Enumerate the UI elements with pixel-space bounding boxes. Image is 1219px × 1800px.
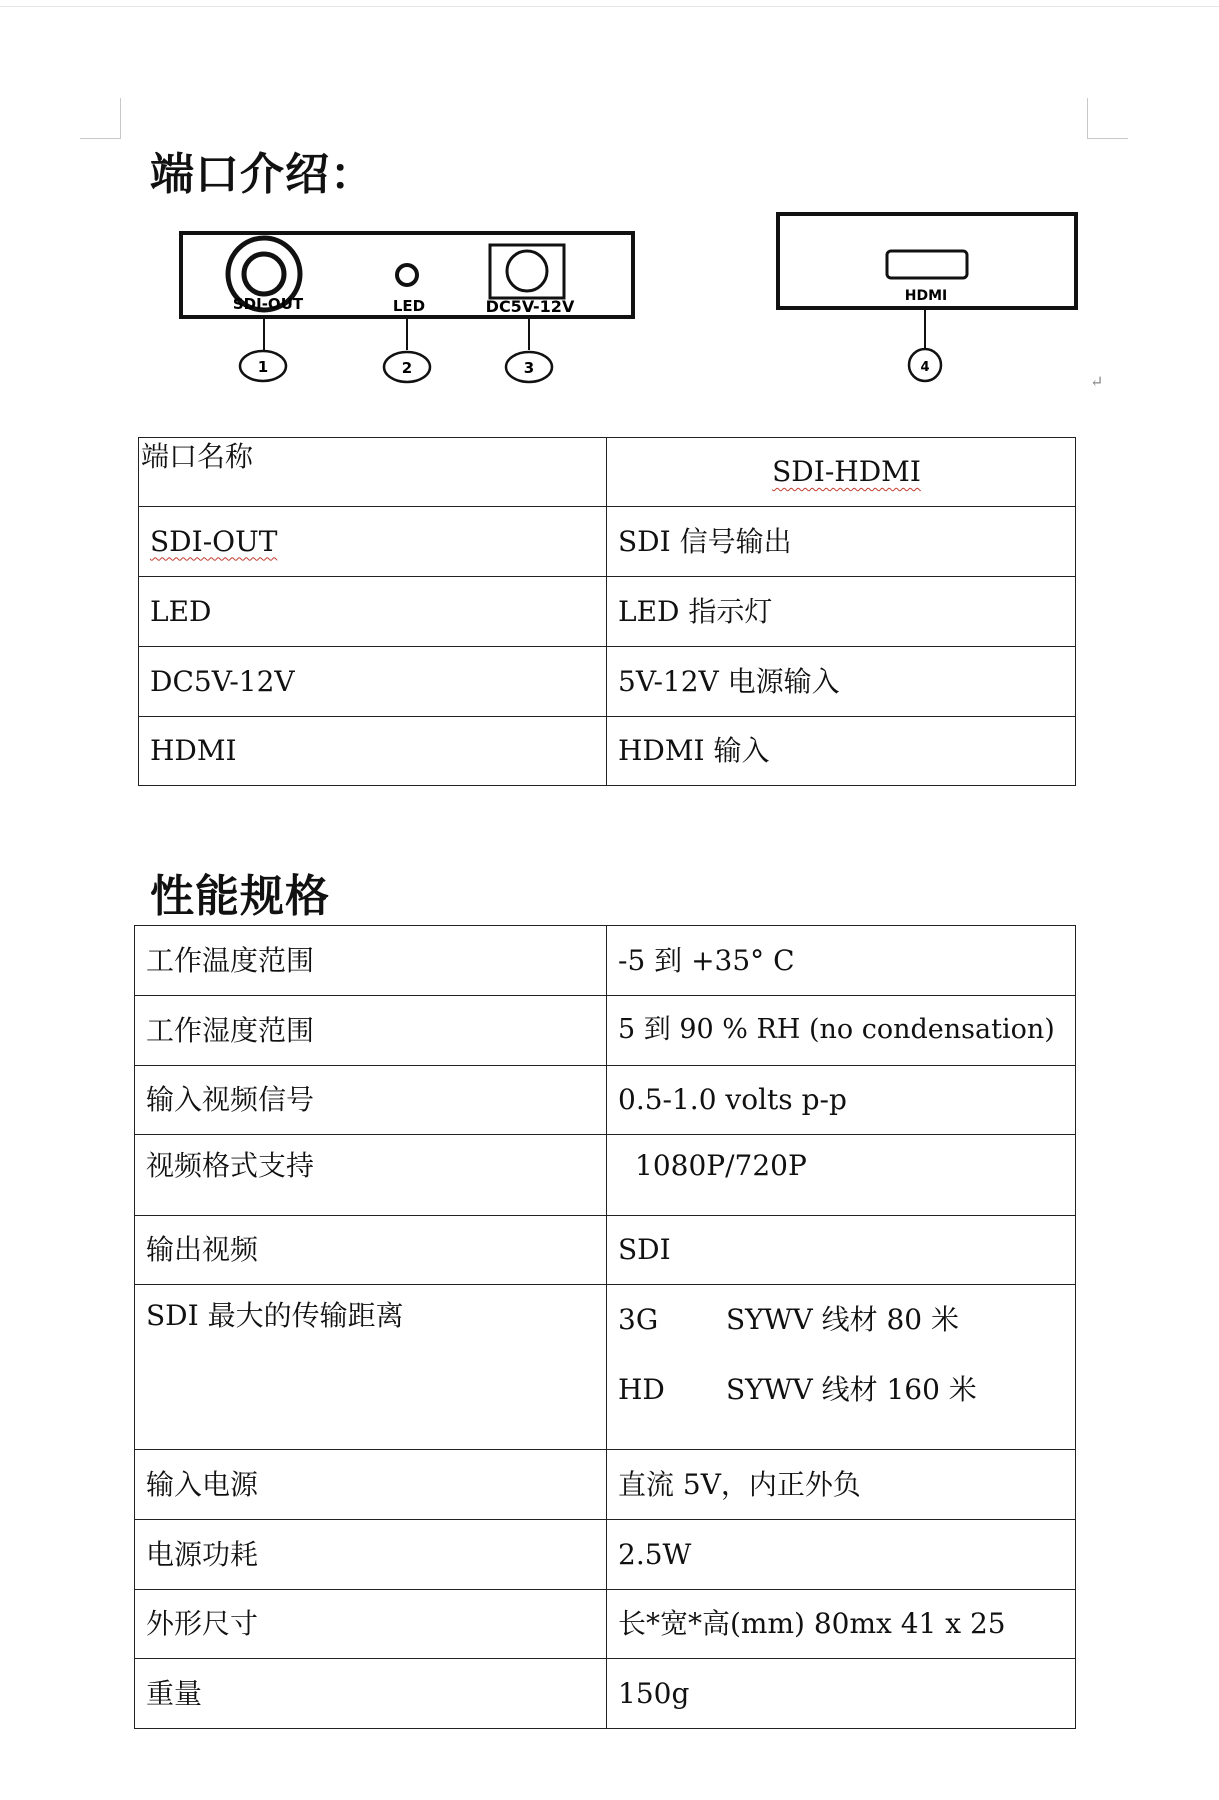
svg-text:4: 4 <box>920 360 930 375</box>
table-row <box>135 1135 1076 1216</box>
label-hdmi: HDMI <box>904 288 948 304</box>
page-top-edge <box>0 6 1219 7</box>
port-cell: HDMI <box>139 717 607 786</box>
dc-power-port-icon <box>490 245 564 298</box>
svg-text:3: 3 <box>523 359 535 377</box>
table-row <box>135 1520 1076 1590</box>
crop-mark-top-left <box>80 98 121 139</box>
spec-label: 视频格式支持 <box>135 1135 607 1216</box>
led-icon <box>397 265 417 285</box>
spec-label: 电源功耗 <box>135 1520 607 1590</box>
spec-value: 150g <box>607 1659 1076 1729</box>
table-row <box>139 577 1076 647</box>
spec-value: 2.5W <box>607 1520 1076 1590</box>
spec-label: 工作温度范围 <box>135 926 607 996</box>
desc-cell: HDMI 输入 <box>607 717 1076 786</box>
table-row <box>135 1590 1076 1659</box>
port-cell: SDI-OUT <box>139 507 607 577</box>
spec-label: 重量 <box>135 1659 607 1729</box>
spec-table <box>134 925 1076 1729</box>
desc-cell: 5V-12V 电源输入 <box>607 647 1076 717</box>
table-row <box>135 996 1076 1066</box>
hdmi-port-icon <box>887 251 967 278</box>
spec-value: 直流 5V，内正外负 <box>607 1450 1076 1520</box>
spec-value: 0.5-1.0 volts p-p <box>607 1066 1076 1135</box>
header-cell-port-name: 端口名称 <box>139 438 607 507</box>
table-row <box>139 438 1076 507</box>
spec-value: 1080P/720P <box>607 1135 1076 1216</box>
spec-value: -5 到 +35° C <box>607 926 1076 996</box>
port-cell: DC5V-12V <box>139 647 607 717</box>
spec-label: 外形尺寸 <box>135 1590 607 1659</box>
spec-value: 5 到 90 % RH (no condensation) <box>607 996 1076 1066</box>
port-cell: LED <box>139 577 607 647</box>
table-row <box>135 1216 1076 1285</box>
desc-cell: SDI 信号输出 <box>607 507 1076 577</box>
paragraph-mark: ↵ <box>1090 372 1104 391</box>
header-cell-model <box>607 438 1076 507</box>
callout-4 <box>909 349 941 381</box>
callout-2 <box>384 352 430 382</box>
spec-label: 输出视频 <box>135 1216 607 1285</box>
table-row <box>139 507 1076 577</box>
spec-label: SDI 最大的传输距离 <box>135 1285 607 1450</box>
label-led: LED <box>392 297 426 315</box>
label-dc: DC5V-12V <box>485 297 575 316</box>
spec-label: 输入电源 <box>135 1450 607 1520</box>
spec-value-distance <box>607 1285 1076 1450</box>
section-title-specs: 性能规格 <box>150 871 330 922</box>
crop-mark-top-right <box>1087 98 1128 139</box>
ports-table <box>138 437 1076 786</box>
spec-value: 长*宽*高(mm) 80mx 41 x 25 <box>607 1590 1076 1659</box>
table-row <box>135 1066 1076 1135</box>
distance-line: HD SYWV 线材 160 米 <box>618 1373 977 1406</box>
svg-text:1: 1 <box>257 358 269 376</box>
svg-text:2: 2 <box>401 359 413 377</box>
spec-label: 输入视频信号 <box>135 1066 607 1135</box>
callout-1 <box>240 351 286 381</box>
spec-label: 工作湿度范围 <box>135 996 607 1066</box>
distance-line: 3G SYWV 线材 80 米 <box>618 1303 959 1336</box>
table-row <box>139 647 1076 717</box>
table-row <box>135 1659 1076 1729</box>
section-title-ports: 端口介绍： <box>150 149 375 200</box>
model-name: SDI-HDMI <box>772 455 921 489</box>
table-row <box>139 717 1076 786</box>
table-row <box>135 926 1076 996</box>
spec-value: SDI <box>607 1216 1076 1285</box>
desc-cell: LED 指示灯 <box>607 577 1076 647</box>
callout-3 <box>506 352 552 382</box>
table-row <box>135 1285 1076 1450</box>
table-row <box>135 1450 1076 1520</box>
port-diagram <box>0 200 1219 400</box>
label-sdi-out: SDI-OUT <box>232 295 304 313</box>
